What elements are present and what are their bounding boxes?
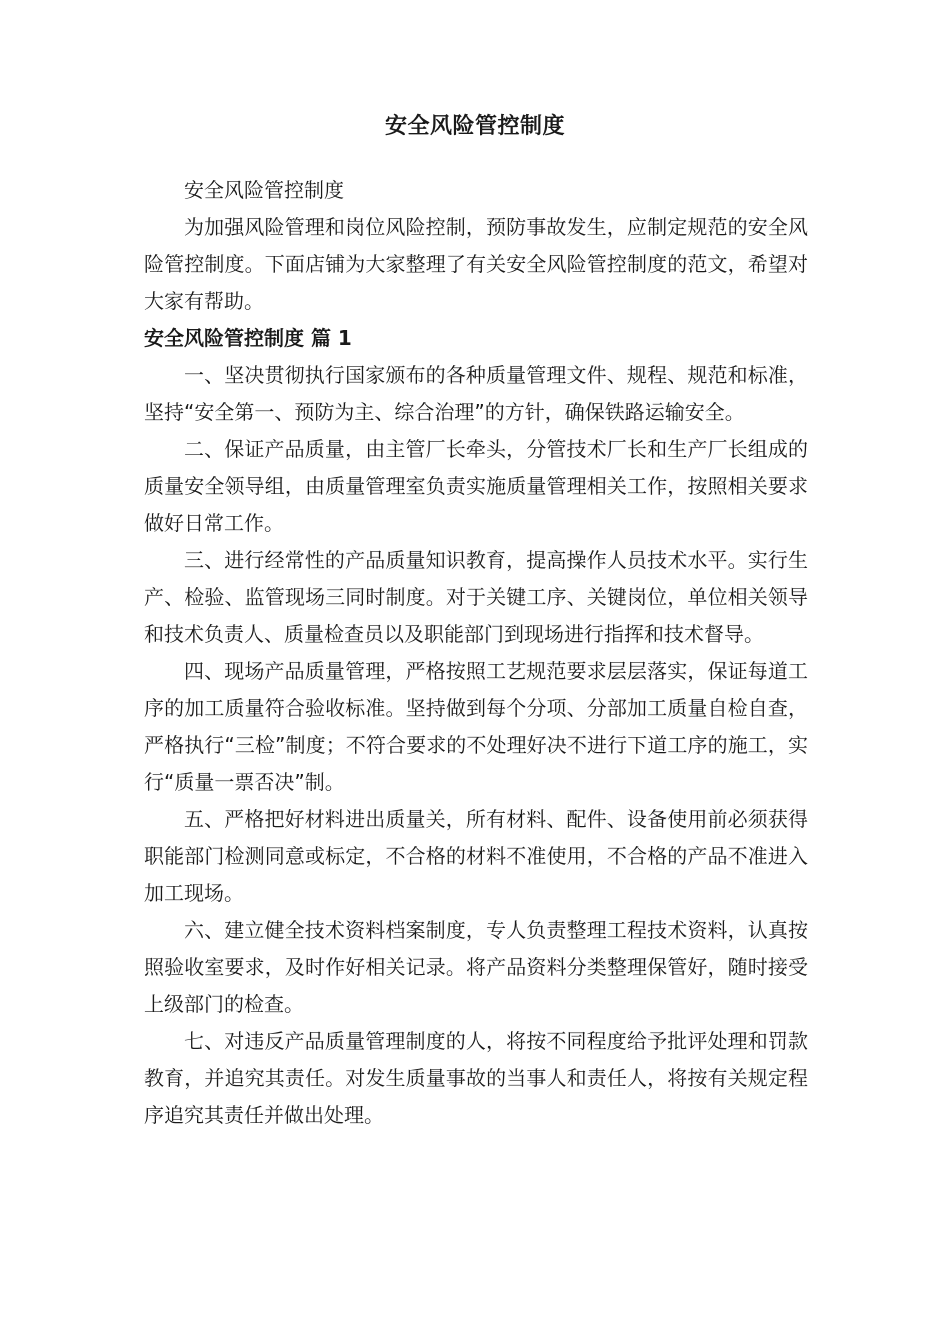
clause-paragraph-6: 六、建立健全技术资料档案制度，专人负责整理工程技术资料，认真按照验收室要求，及时作好相关记录。将产品资料分类整理保管好，随时接受上级部门的检查。	[144, 918, 808, 1016]
clause-paragraph-5: 五、严格把好材料进出质量关，所有材料、配件、设备使用前必须获得职能部门检测同意或标定，不合格的材料不准使用，不合格的产品不准进入加工现场。	[144, 807, 808, 905]
clause-paragraph-4: 四、现场产品质量管理，严格按照工艺规范要求层层落实，保证每道工序的加工质量符合验收标准。坚持做到每个分项、分部加工质量自检自查，严格执行“三检”制度；不符合要求的不处理好决不进行下道工序的施工，实行“质量一票否决”制。	[144, 659, 808, 794]
clause-paragraph-2: 二、保证产品质量，由主管厂长牵头，分管技术厂长和生产厂长组成的质量安全领导组，由质量管理室负责实施质量管理相关工作，按照相关要求做好日常工作。	[144, 437, 808, 535]
clause-paragraph-1: 一、坚决贯彻执行国家颁布的各种质量管理文件、规程、规范和标准，坚持“安全第一、预防为主、综合治理”的方针，确保铁路运输安全。	[144, 363, 808, 424]
clause-paragraph-7: 七、对违反产品质量管理制度的人，将按不同程度给予批评处理和罚款教育，并追究其责任。对发生质量事故的当事人和责任人，将按有关规定程序追究其责任并做出处理。	[144, 1029, 808, 1127]
document-title: 安全风险管控制度	[384, 114, 565, 139]
intro-heading-paragraph: 安全风险管控制度	[184, 178, 344, 202]
section-heading: 安全风险管控制度 篇 1	[144, 326, 352, 350]
clause-paragraph-3: 三、进行经常性的产品质量知识教育，提高操作人员技术水平。实行生产、检验、监管现场三同时制度。对于关键工序、关键岗位，单位相关领导和技术负责人、质量检查员以及职能部门到现场进行指挥和技术督导。	[144, 548, 808, 646]
document-body	[144, 172, 808, 1134]
intro-paragraph: 为加强风险管理和岗位风险控制，预防事故发生，应制定规范的安全风险管控制度。下面店铺为大家整理了有关安全风险管控制度的范文，希望对大家有帮助。	[144, 215, 808, 313]
